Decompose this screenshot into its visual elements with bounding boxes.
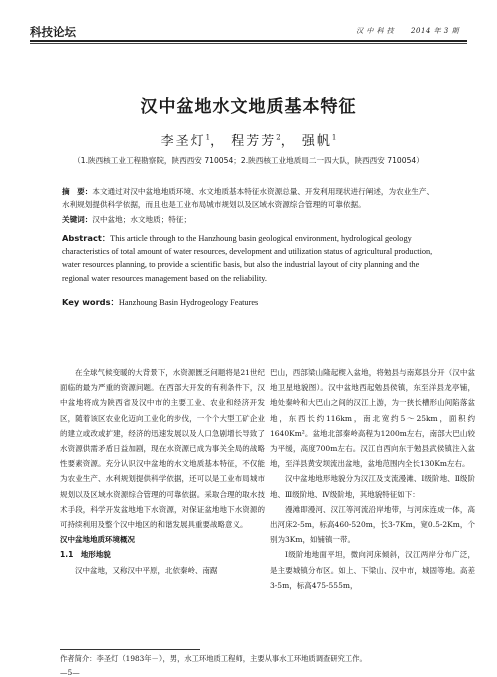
keywords-zh: [62, 213, 440, 226]
journal-header: [342, 26, 459, 36]
abstract-zh-text: 本文通过对汉中盆地地质环境、水文地质基本特征水资源总量、开发利用现状进行阐述，为农业生产、水利规划提供科学依据，而且也是工业布局城市规划以及区域水资源综合管理的可靠依据。: [62, 187, 435, 209]
affiliation: （1.陕西核工业工程勘察院，陕西西安 710054；2.陕西核工业地质局二一四大队，陕西西安 710054）: [73, 156, 424, 165]
body-paragraph: 汉中盆地地形地貌分为汉江及支流漫滩、Ⅰ级阶地、Ⅱ级阶地、Ⅲ级阶地、Ⅳ级阶地，其地貌特征如下：: [270, 474, 475, 499]
keywords-zh-text: 汉中盆地；水文地质；特征；: [92, 215, 192, 224]
body-paragraph: 汉中盆地，又称汉中平原，北依秦岭、南踞: [75, 565, 218, 575]
issue-label: 2014 年 3 期: [411, 27, 459, 35]
author-sup: 2: [276, 133, 281, 142]
keywords-zh-label: 关键词：: [62, 215, 93, 224]
body-column-left: [60, 365, 265, 578]
keywords-en: [62, 296, 440, 309]
abstract-en: [62, 232, 440, 285]
section-header: 科技论坛: [30, 25, 76, 39]
author-sup: 1: [331, 133, 337, 142]
footnote-rule: [60, 649, 200, 650]
body-paragraph: Ⅰ级阶地地面平坦，微向河床倾斜，汉江两岸分布广泛，是主要城镇分布区。如上、下梁山、汉中市，城固等地。高差3-5m，标高475-555m，: [270, 550, 475, 590]
author-footnote: 作者简介：李圣灯（1983年－），男，水工环地质工程师，主要从事水工环地质调查研究工作。: [60, 654, 367, 663]
journal-name: 汉 中 科 技: [356, 27, 395, 35]
section-heading: 汉中盆地地质环境概况: [60, 535, 135, 545]
keywords-en-text: Hanzhoung Basin Hydrogeology Features: [118, 298, 259, 307]
abstract-zh: [62, 185, 440, 211]
body-paragraph: 漫滩即漫河、汉江等河流沿岸地带，与河床连成一体，高出河床2-5m，标高460-520m，长3-7Km，宽0.5-2Km，个别为3Km，如铺镇一带。: [270, 504, 475, 545]
author-name: 强帆: [301, 134, 332, 149]
body-column-right: [270, 365, 475, 593]
header-rule-thin: [30, 43, 467, 44]
author-name: 李圣灯: [160, 134, 206, 149]
abstract-zh-label: 摘 要：: [62, 187, 93, 196]
body-paragraph: 巴山，西部梁山隆起楔入盆地，将勉县与南郑县分开（汉中盆地卫星地貌图）。汉中盆地西起勉县侯镇，东至洋县龙亭铺，地处秦岭和大巴山之间的汉江上游，为一狭长槽形山间陷落盆地，东西长约116km，南北宽约5～25km，面积约1640Km²。盆地北部秦岭高程为1200m左右，南部大巴山较为平缓，高度700m左右。汉江自西向东于勉县武侯镇注入盆地，至洋县黄安坝流出盆地，盆地范围内全长130Km左右。: [270, 368, 475, 469]
abstract-en-text: This article through to the Hanzhoung basin geological environment, hydrological geology characteristics of total amount of water resources, development and utilization status of agricultural production, water resources planning, to provide a scientific basis, but also the industrial layout of city planning and the regional water resources management based on the reliability.: [62, 234, 433, 283]
header-rule: [30, 40, 467, 42]
page-number: —5—: [60, 668, 80, 677]
author-name: 程芳芳: [231, 134, 277, 149]
abstract-en-label: Abstract：: [62, 233, 111, 243]
paper-title: 汉中盆地水文地质基本特征: [140, 97, 357, 117]
keywords-en-label: Key words：: [62, 297, 119, 307]
subsection-heading: 1.1 地形地貌: [60, 550, 111, 560]
author-sup: 1: [205, 133, 211, 142]
body-paragraph: 在全球气候变暖的大背景下，水资源匮乏问题将是21世纪面临的最为严重的资源问题。在西部大开发的有利条件下，汉中盆地将成为陕西省及汉中市的主要工业、农业和经济开发区，随着该区农业化迈向工业化的步伐，一个个大型工矿企业的建立或改或扩建，经济的迅速发展以及人口急剧增长导致了水资源供需矛盾日益加剧，现在水资源已成为事关全局的战略性要素资源。充分认识汉中盆地的水文地质基本特征，不仅能为农业生产、水利规划提供科学依据，还可以是工业布局城市规划以及区域水资源综合管理的可靠依据。采取合理的取水技术手段，科学开发盆地地下水资源，对保证盆地地下水资源的可持续利用及整个汉中地区的和谐发展具重要战略意义。: [60, 368, 265, 530]
author-list: 李圣灯$^1$， 程芳芳$^2$， 强帆$^1$: [160, 133, 337, 149]
